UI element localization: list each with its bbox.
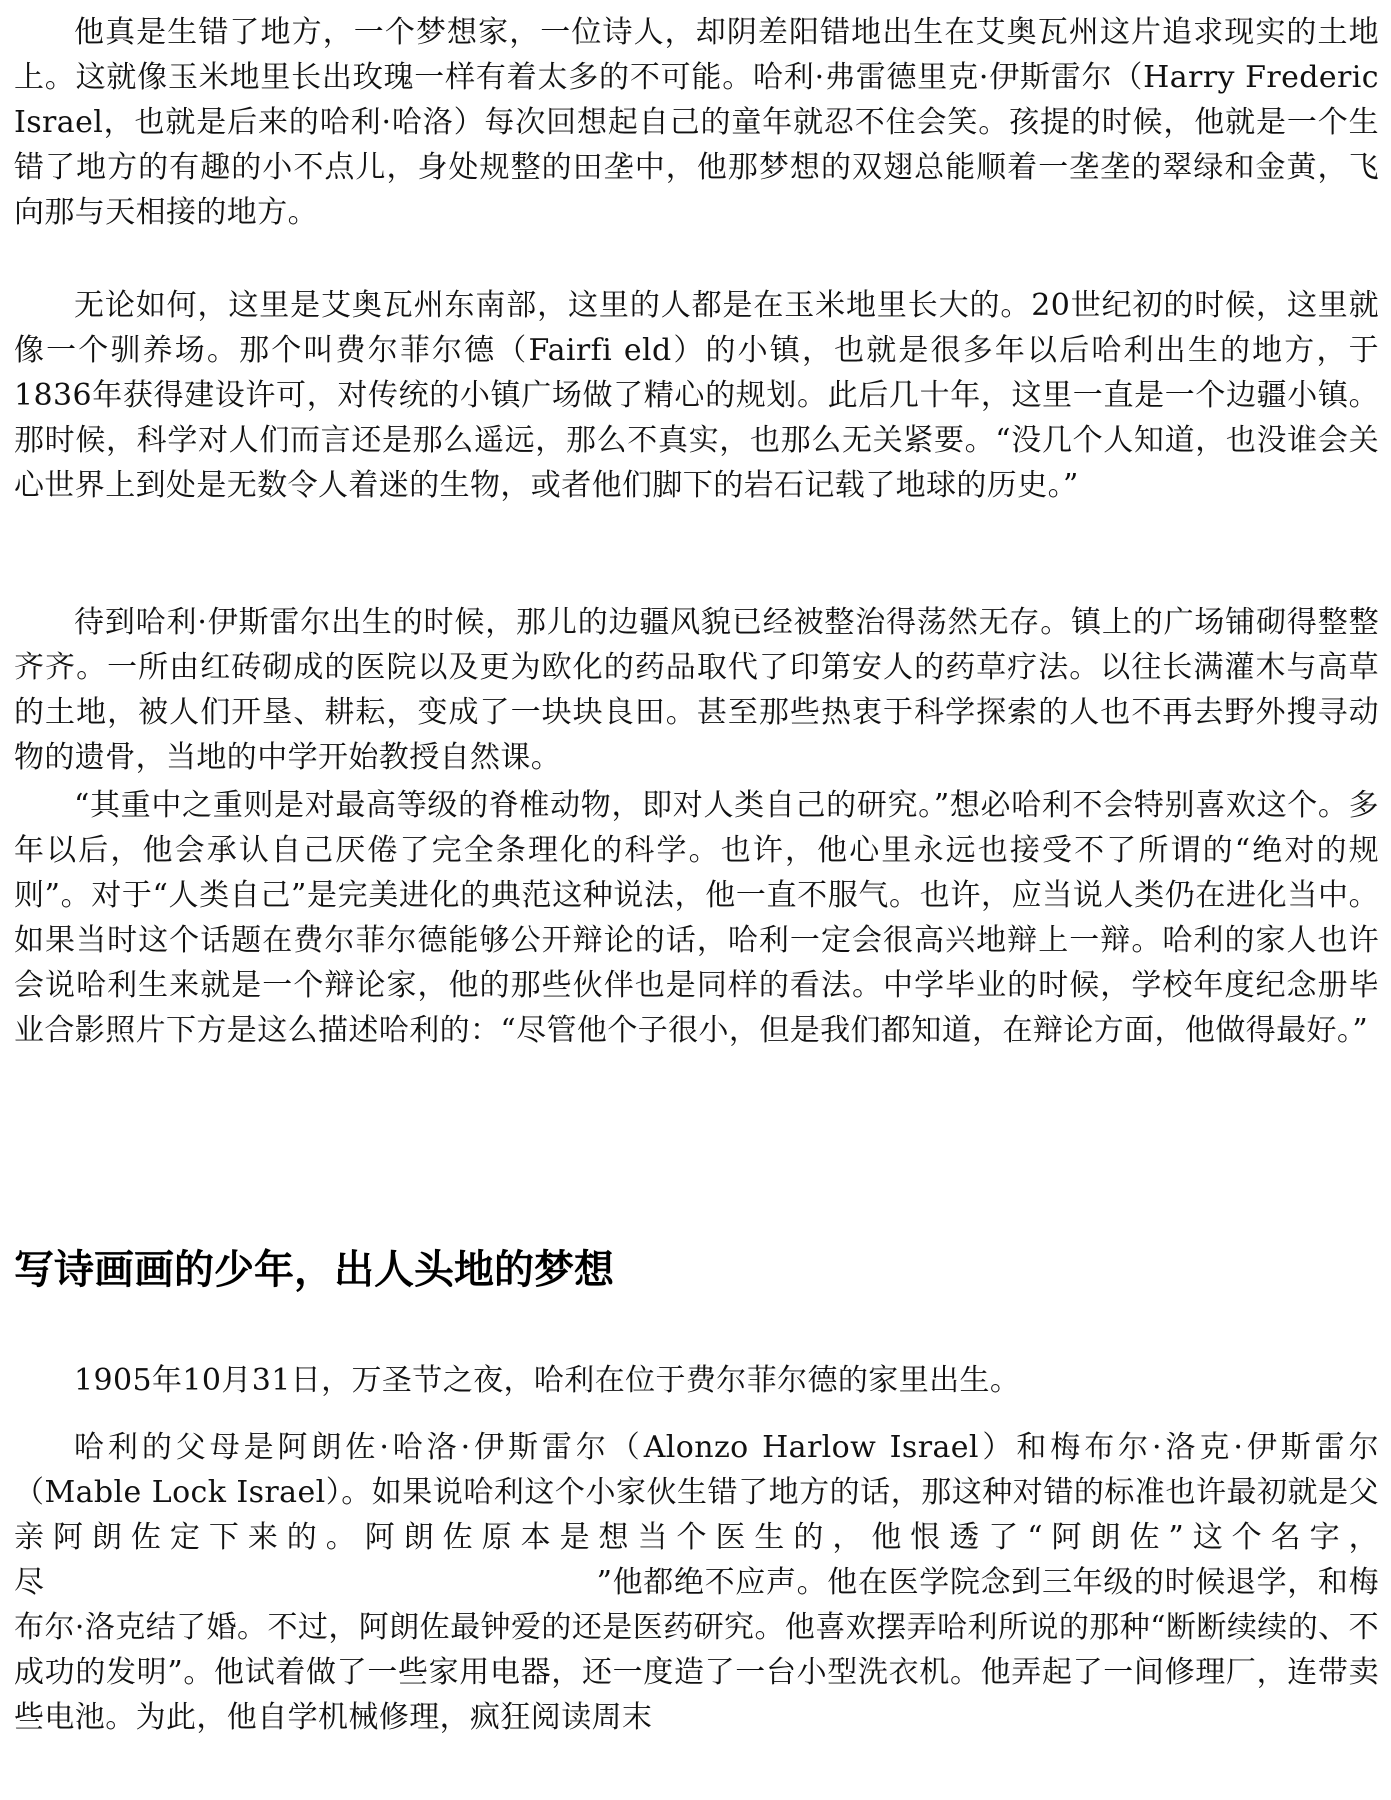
paragraph-3: 待到哈利·伊斯雷尔出生的时候，那儿的边疆风貌已经被整治得荡然无存。镇上的广场铺砌得整整齐齐。一所由红砖砌成的医院以及更为欧化的药品取代了印第安人的药草疗法。以往长满灌木与高草的土地，被人们开垦、耕耘，变成了一块块良田。甚至那些热衷于科学探索的人也不再去野外搜寻动物的遗骨，当地的中学开始教授自然课。 bbox=[14, 605, 1379, 775]
paragraph-2: 无论如何，这里是艾奥瓦州东南部，这里的人都是在玉米地里长大的。20世纪初的时候，这里就像一个驯养场。那个叫费尔菲尔德（Fairfi eld）的小镇，也就是很多年以后哈利出生的地方，于1836年获得建设许可，对传统的小镇广场做了精心的规划。此后几十年，这里一直是一个边疆小镇。那时候，科学对人们而言还是那么遥远，那么不真实，也那么无关紧要。“没几个人知道，也没谁会关心世界上到处是无数令人着迷的生物，或者他们脚下的岩石记载了地球的历史。” bbox=[14, 288, 1379, 503]
paragraph-4: “其重中之重则是对最高等级的脊椎动物，即对人类自己的研究。”想必哈利不会特别喜欢这个。多年以后，他会承认自己厌倦了完全条理化的科学。也许，他心里永远也接受不了所谓的“绝对的规则”。对于“人类自己”是完美进化的典范这种说法，他一直不服气。也许，应当说人类仍在进化当中。如果当时这个话题在费尔菲尔德能够公开辩论的话，哈利一定会很高兴地辩上一辩。哈利的家人也许会说哈利生来就是一个辩论家，他的那些伙伴也是同样的看法。中学毕业的时候，学校年度纪念册毕业合影照片下方是这么描述哈利的：“尽管他个子很小，但是我们都知道，在辩论方面，他做得最好。” bbox=[14, 788, 1379, 1048]
section-heading: 写诗画画的少年，出人头地的梦想 bbox=[14, 1247, 614, 1293]
section-paragraph-2: 哈利的父母是阿朗佐·哈洛·伊斯雷尔（Alonzo Harlow Israel）和梅布尔·洛克·伊斯雷尔（Mable Lock Israel）。如果说哈利这个小家伙生错了地方的话，那这种对错的标准也许最初就是父亲阿朗佐定下来的。阿朗佐原本是想当个医生的，他恨透了“阿朗佐”这个名字，尽 ”他都绝不应声。他在医学院念到三年级的时候退学，和梅布尔·洛克结了婚。不过，阿朗佐最钟爱的还是医药研究。他喜欢摆弄哈利所说的那种“断断续续的、不成功的发明”。他试着做了一些家用电器，还一度造了一台小型洗衣机。他弄起了一间修理厂，连带卖些电池。为此，他自学机械修理，疯狂阅读周末 bbox=[14, 1430, 1379, 1735]
section-paragraph-1: 1905年10月31日，万圣节之夜，哈利在位于费尔菲尔德的家里出生。 bbox=[74, 1363, 1021, 1398]
paragraph-1: 他真是生错了地方，一个梦想家，一位诗人，却阴差阳错地出生在艾奥瓦州这片追求现实的土地上。这就像玉米地里长出玫瑰一样有着太多的不可能。哈利·弗雷德里克·伊斯雷尔（Harry Frederic Israel，也就是后来的哈利·哈洛）每次回想起自己的童年就忍不住会笑。孩提的时候，他就是一个生错了地方的有趣的小不点儿，身处规整的田垄中，他那梦想的双翅总能顺着一垄垄的翠绿和金黄，飞向那与天相接的地方。 bbox=[14, 15, 1379, 230]
